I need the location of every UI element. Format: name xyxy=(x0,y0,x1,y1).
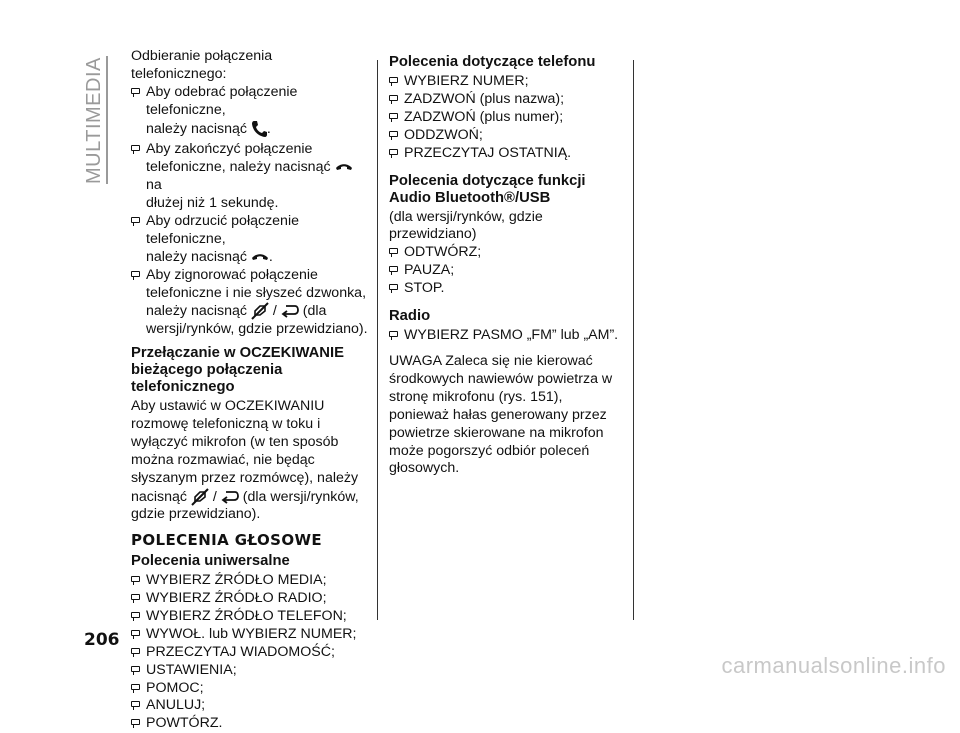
watermark: carmanualsonline.info xyxy=(721,653,946,678)
list-item: USTAWIENIA; xyxy=(131,662,371,680)
voice-commands-heading: POLECENIA GŁOSOWE xyxy=(131,531,323,550)
phone-hangup-icon xyxy=(251,252,269,262)
answer-intro: Odbieranie połączenia telefonicznego: xyxy=(131,48,273,82)
list-item: STOP. xyxy=(389,280,625,298)
audio-command-list xyxy=(389,244,625,298)
column-divider-right xyxy=(633,60,634,620)
radio-heading: Radio xyxy=(389,308,431,325)
list-item: WYBIERZ NUMER; xyxy=(389,73,625,91)
page-number: 206 xyxy=(84,630,120,650)
list-item: WYBIERZ PASMO „FM” lub „AM”. xyxy=(389,327,625,345)
section-sidebar xyxy=(84,56,108,186)
column-divider-left xyxy=(377,60,378,620)
list-item: ODDZWOŃ; xyxy=(389,127,625,145)
list-item: PRZECZYTAJ WIADOMOŚĆ; xyxy=(131,644,371,662)
list-item: ZADZWOŃ (plus numer); xyxy=(389,109,625,127)
list-item: PRZECZYTAJ OSTATNIĄ. xyxy=(389,145,625,163)
list-item: ZADZWOŃ (plus nazwa); xyxy=(389,91,625,109)
audio-commands-heading: Polecenia dotyczące funkcji Audio Bluetooth®/USB xyxy=(389,172,586,206)
microphone-note: UWAGA Zaleca się nie kierować środkowych nawiewów powietrza w stronę mikrofonu (rys. 151), ponieważ hałas generowany przez powietrze skierowane na mikrofon może pogorszyć odbiór poleceń głosowych. xyxy=(389,352,613,477)
list-item: WYBIERZ ŹRÓDŁO RADIO; xyxy=(131,590,371,608)
section-label: MULTIMEDIA xyxy=(83,57,105,184)
answer-call-item: Aby odebrać połączenie telefoniczne, należy nacisnąć . xyxy=(131,84,371,138)
mute-icon xyxy=(251,302,269,320)
phone-commands-heading: Polecenia dotyczące telefonu xyxy=(389,54,596,70)
audio-note: (dla wersji/rynków, gdzie przewidziano) xyxy=(389,208,543,243)
reject-call-item: Aby odrzucić połączenie telefoniczne, należy nacisnąć . xyxy=(131,213,371,267)
phone-hangup-icon xyxy=(335,162,353,172)
phone-pickup-icon xyxy=(251,120,267,138)
switch-heading: Przełączanie w OCZEKIWANIE bieżącego połączenia telefonicznego xyxy=(131,345,344,395)
list-item: POWTÓRZ. xyxy=(131,715,371,733)
end-call-item: Aby zakończyć połączenie telefoniczne, należy nacisnąć na dłużej niż 1 sekundę. xyxy=(131,141,371,213)
return-arrow-icon xyxy=(221,490,239,504)
left-column xyxy=(131,48,371,733)
phone-command-list xyxy=(389,73,625,163)
ignore-call-item: Aby zignorować połączenie telefoniczne i nie słyszeć dzwonka, należy nacisnąć / (dla wersji/rynków, gdzie przewidziano). xyxy=(131,267,371,339)
list-item: POMOC; xyxy=(131,680,371,698)
universal-command-list xyxy=(131,572,371,733)
return-arrow-icon xyxy=(281,304,299,318)
list-item: ANULUJ; xyxy=(131,697,371,715)
sidebar-rule xyxy=(106,56,108,184)
list-item: WYBIERZ ŹRÓDŁO TELEFON; xyxy=(131,608,371,626)
switch-text: Aby ustawić w OCZEKIWANIU rozmowę telefoniczną w toku i wyłączyć mikrofon (w ten sposób można rozmawiać, nie będąc słyszanym przez rozmówcę), należy nacisnąć / (dla wersji/rynków, gdzie przewidziano). xyxy=(131,398,359,523)
list-item: WYBIERZ ŹRÓDŁO MEDIA; xyxy=(131,572,371,590)
universal-heading: Polecenia uniwersalne xyxy=(131,553,290,570)
mute-icon xyxy=(191,488,209,506)
right-column xyxy=(389,54,625,478)
list-item: WYWOŁ. lub WYBIERZ NUMER; xyxy=(131,626,371,644)
list-item: ODTWÓRZ; xyxy=(389,244,625,262)
list-item: PAUZA; xyxy=(389,262,625,280)
radio-command-list xyxy=(389,327,625,345)
